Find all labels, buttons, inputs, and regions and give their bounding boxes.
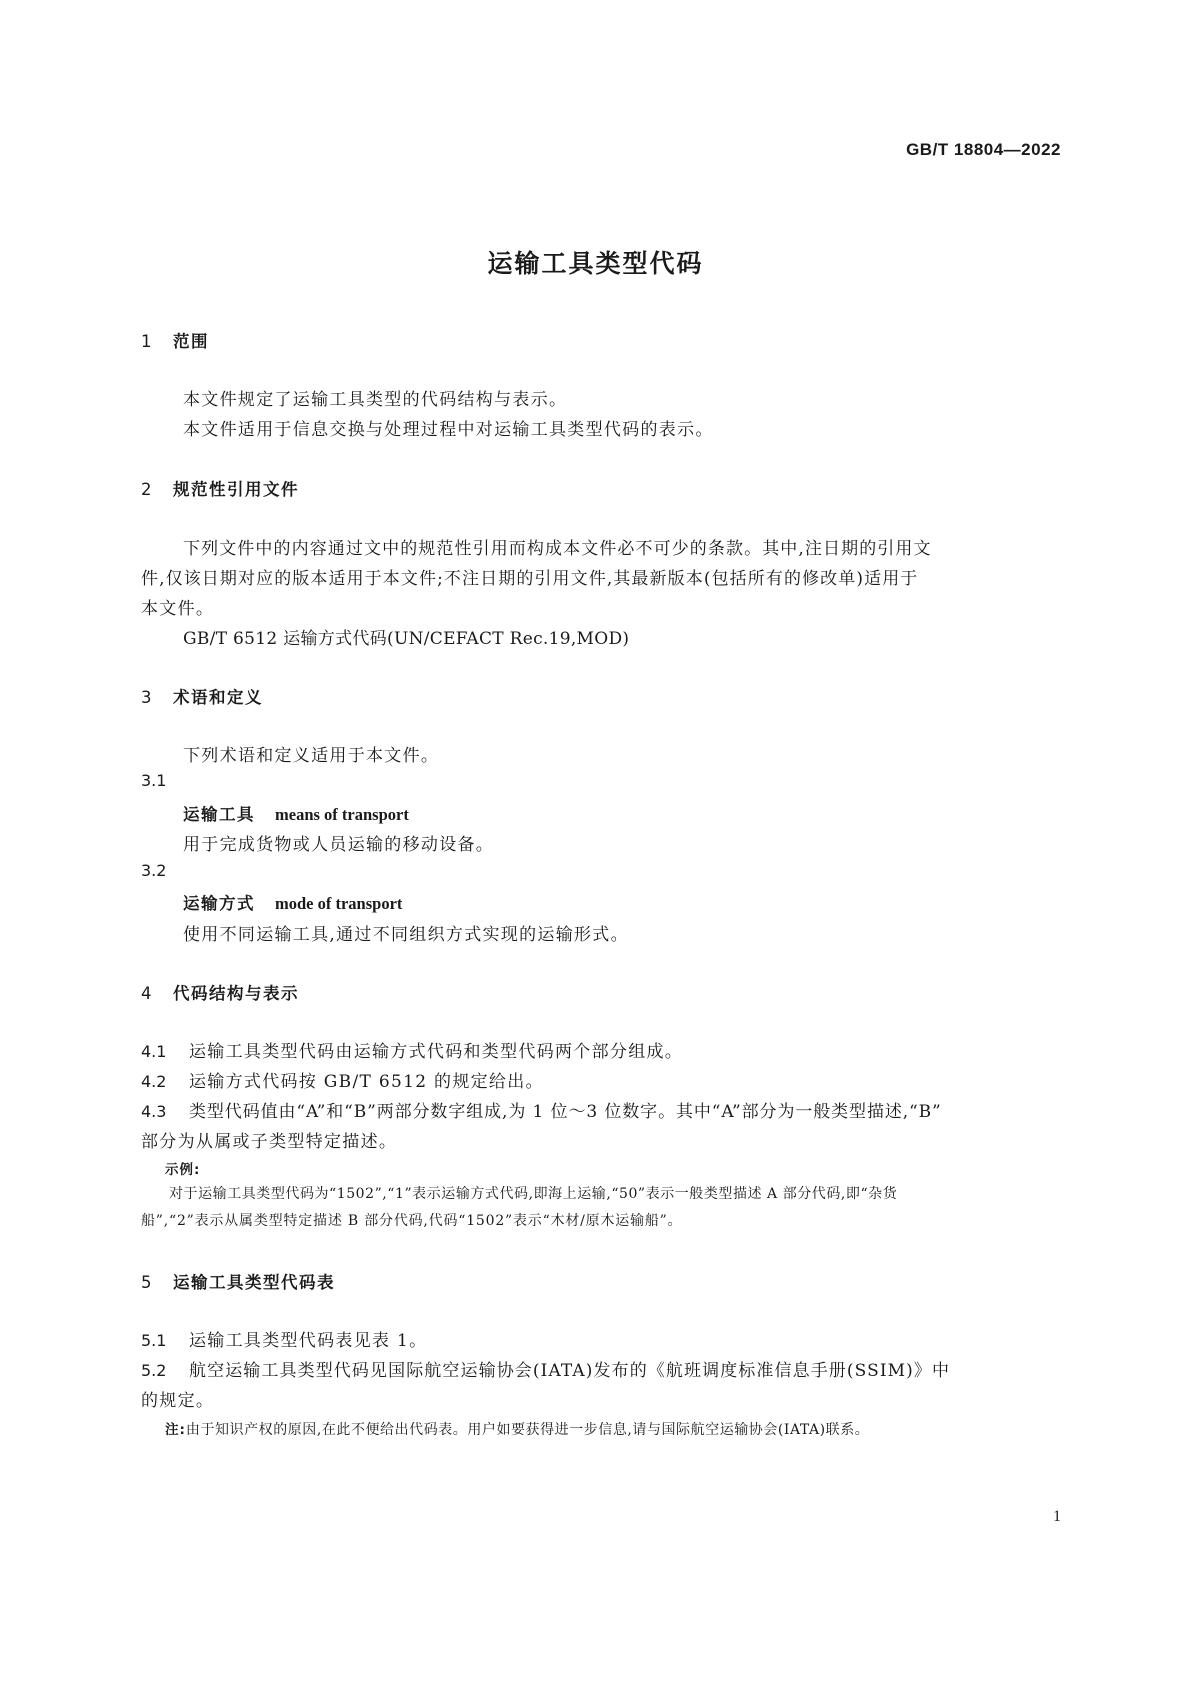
term-2-chinese: 运输方式 [183, 894, 255, 913]
standard-number: GB/T 18804—2022 [906, 140, 1061, 159]
example-line-2: 船”,“2”表示从属类型特定描述 B 部分代码,代码“1502”表示“木材/原木运输船”。 [141, 1213, 683, 1229]
section-2-heading [141, 476, 299, 500]
clause-text: 运输工具类型代码表见表 1。 [189, 1331, 428, 1351]
section-title: 代码结构与表示 [173, 984, 299, 1003]
clause-5-2 [141, 1356, 950, 1381]
section-4-heading [141, 980, 299, 1004]
term-2-english: mode of transport [275, 894, 403, 913]
clause-text: 运输方式代码按 GB/T 6512 的规定给出。 [189, 1072, 544, 1092]
section-number: 3 [141, 688, 152, 707]
term-1-number: 3.1 [141, 771, 167, 790]
document-title: 运输工具类型代码 [487, 249, 704, 278]
clause-5-2-continuation: 的规定。 [141, 1391, 215, 1411]
clause-number: 5.2 [141, 1361, 167, 1380]
clause-4-1 [141, 1037, 683, 1062]
section-title: 运输工具类型代码表 [173, 1273, 335, 1292]
clause-number: 4.3 [141, 1102, 167, 1121]
normative-reference: GB/T 6512 运输方式代码(UN/CEFACT Rec.19,MOD) [183, 629, 630, 649]
section-1-paragraph-2: 本文件适用于信息交换与处理过程中对运输工具类型代码的表示。 [183, 420, 714, 440]
section-title: 范围 [173, 332, 209, 351]
term-2 [183, 890, 402, 914]
section-2-line-3: 本文件。 [141, 599, 215, 619]
clause-number: 4.2 [141, 1072, 167, 1091]
clause-4-3 [141, 1097, 942, 1122]
term-2-definition: 使用不同运输工具,通过不同组织方式实现的运输形式。 [183, 925, 629, 945]
section-3-heading [141, 684, 263, 708]
clause-4-3-continuation: 部分为从属或子类型特定描述。 [141, 1132, 398, 1152]
section-number: 4 [141, 984, 152, 1003]
term-1-definition: 用于完成货物或人员运输的移动设备。 [183, 835, 495, 855]
note-label: 注: [165, 1422, 186, 1438]
clause-text: 类型代码值由“A”和“B”两部分数字组成,为 1 位～3 位数字。其中“A”部分为一般类型描述,“B” [189, 1102, 942, 1122]
section-number: 2 [141, 480, 152, 499]
section-5-heading [141, 1269, 335, 1293]
clause-number: 5.1 [141, 1331, 167, 1350]
section-title: 术语和定义 [173, 688, 263, 707]
clause-text: 运输工具类型代码由运输方式代码和类型代码两个部分组成。 [189, 1042, 684, 1062]
section-2-line-2: 件,仅该日期对应的版本适用于本文件;不注日期的引用文件,其最新版本(包括所有的修改单)适用于 [141, 569, 919, 589]
term-1-chinese: 运输工具 [183, 805, 255, 824]
page-number: 1 [1053, 1508, 1061, 1525]
clause-5-1 [141, 1326, 427, 1351]
section-number: 1 [141, 332, 152, 351]
note [165, 1418, 869, 1439]
section-1-heading [141, 328, 209, 352]
section-3-intro: 下列术语和定义适用于本文件。 [183, 746, 440, 766]
note-text: 由于知识产权的原因,在此不便给出代码表。用户如要获得进一步信息,请与国际航空运输协会(IATA)联系。 [185, 1422, 870, 1438]
section-1-paragraph-1: 本文件规定了运输工具类型的代码结构与表示。 [183, 390, 568, 410]
term-1 [183, 801, 409, 825]
example-line-1: 对于运输工具类型代码为“1502”,“1”表示运输方式代码,即海上运输,“50”表示一般类型描述 A 部分代码,即“杂货 [169, 1186, 898, 1202]
term-2-number: 3.2 [141, 861, 167, 880]
section-number: 5 [141, 1273, 152, 1292]
section-title: 规范性引用文件 [173, 480, 299, 499]
clause-number: 4.1 [141, 1042, 167, 1061]
clause-text: 航空运输工具类型代码见国际航空运输协会(IATA)发布的《航班调度标准信息手册(SSIM)》中 [189, 1361, 951, 1381]
example-label: 示例: [165, 1162, 201, 1178]
section-2-line-1: 下列文件中的内容通过文中的规范性引用而构成本文件必不可少的条款。其中,注日期的引用文 [183, 539, 932, 559]
clause-4-2 [141, 1067, 544, 1092]
term-1-english: means of transport [275, 805, 409, 824]
